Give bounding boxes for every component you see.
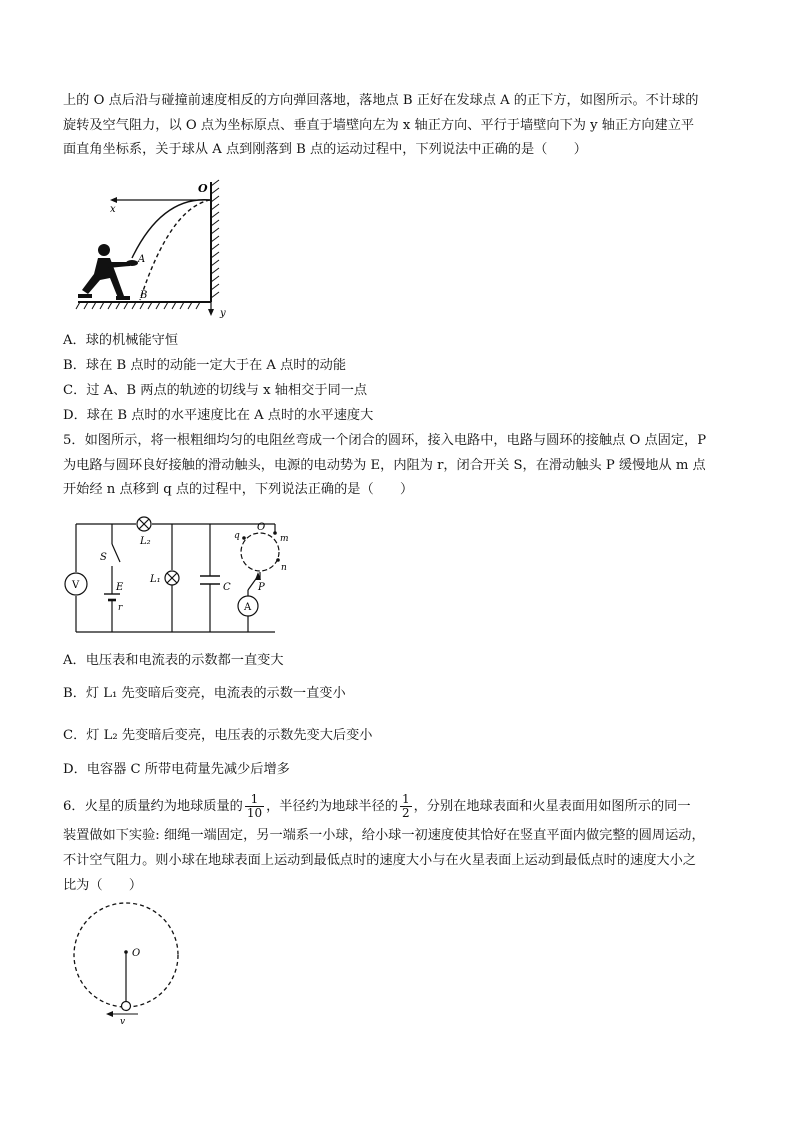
q4-fig-label-A: A bbox=[138, 254, 146, 265]
q5-fig-label-P: P bbox=[258, 582, 265, 593]
q5-fig-label-A: A bbox=[244, 602, 252, 613]
q5-fig-label-m: m bbox=[280, 534, 289, 544]
q6-circle-figure bbox=[70, 900, 190, 1030]
q5-circuit-figure bbox=[60, 510, 292, 640]
q6-fig-label-O: O bbox=[132, 948, 141, 959]
q6-fraction-radius-num: 1 bbox=[401, 792, 410, 806]
q6-line-1-part-a: 6．火星的质量约为地球质量的 bbox=[63, 799, 243, 814]
q6-fraction-mass-den: 10 bbox=[246, 806, 263, 820]
q6-line-3: 不计空气阻力。则小球在地球表面上运动到最低点时的速度大小与在火星表面上运动到最低点时的速度大小之 bbox=[63, 853, 696, 868]
q4-fig-label-y: y bbox=[220, 308, 226, 318]
q4-fig-label-x: x bbox=[110, 204, 116, 215]
q4-option-b: B．球在 B 点时的动能一定大于在 A 点时的动能 bbox=[63, 358, 347, 373]
q6-line-1-part-b: ，半径约为地球半径的 bbox=[266, 799, 398, 814]
q5-fig-label-O: O bbox=[257, 522, 266, 533]
q5-option-d: D．电容器 C 所带电荷量先减少后增多 bbox=[63, 762, 290, 777]
q6-fig-label-v: v bbox=[120, 1017, 126, 1027]
q4-figure bbox=[70, 178, 240, 318]
q5-fig-label-C: C bbox=[223, 582, 231, 593]
q5-line-3: 开始经 n 点移到 q 点的过程中，下列说法正确的是（ ） bbox=[63, 482, 414, 497]
q6-fraction-radius-den: 2 bbox=[401, 806, 410, 820]
q5-line-2: 为电路与圆环良好接触的滑动触头，电源的电动势为 E，内阻为 r，闭合开关 S，在滑动触头 P 缓慢地从 m 点 bbox=[63, 458, 706, 473]
q4-fig-label-O: O bbox=[198, 182, 208, 195]
q6-line-4: 比为（ ） bbox=[63, 878, 143, 893]
q5-line-1: 5．如图所示，将一根粗细均匀的电阻丝弯成一个闭合的圆环，接入电路中，电路与圆环的接触点 O 点固定，P bbox=[63, 433, 707, 448]
q4-fig-label-B: B bbox=[140, 290, 148, 301]
q6-fraction-radius bbox=[400, 793, 412, 820]
q6-fraction-mass-num: 1 bbox=[245, 793, 264, 807]
q5-fig-label-L2: L₂ bbox=[140, 536, 151, 547]
q6-fraction-mass bbox=[245, 793, 264, 820]
q5-fig-label-E: E bbox=[116, 582, 124, 593]
q5-fig-label-q: q bbox=[234, 531, 240, 541]
q5-fig-label-V: V bbox=[72, 580, 80, 591]
q4-option-c: C．过 A、B 两点的轨迹的切线与 x 轴相交于同一点 bbox=[63, 383, 368, 398]
q5-fig-label-n: n bbox=[281, 563, 287, 573]
q4-line-3: 面直角坐标系，关于球从 A 点到刚落到 B 点的运动过程中，下列说法中正确的是（ ） bbox=[63, 142, 587, 157]
q4-option-a: A．球的机械能守恒 bbox=[63, 333, 179, 348]
q5-option-c: C．灯 L₂ 先变暗后变亮，电压表的示数先变大后变小 bbox=[63, 728, 373, 743]
q6-line-1 bbox=[63, 790, 691, 824]
q5-option-b: B．灯 L₁ 先变暗后变亮，电流表的示数一直变小 bbox=[63, 686, 346, 701]
q5-fig-label-L1: L₁ bbox=[150, 574, 161, 585]
q4-line-1: 上的 O 点后沿与碰撞前速度相反的方向弹回落地，落地点 B 正好在发球点 A 的正下方，如图所示。不计球的 bbox=[63, 93, 699, 108]
q4-option-d: D．球在 B 点时的水平速度比在 A 点时的水平速度大 bbox=[63, 408, 374, 423]
q5-option-a: A．电压表和电流表的示数都一直变大 bbox=[63, 653, 284, 668]
q5-fig-label-S: S bbox=[100, 552, 107, 563]
q5-fig-label-r: r bbox=[118, 603, 123, 613]
q6-line-2: 装置做如下实验: 细绳一端固定，另一端系一小球，给小球一初速度使其恰好在竖直平面内做完整的圆周运动， bbox=[63, 828, 705, 843]
q4-line-2: 旋转及空气阻力，以 O 点为坐标原点、垂直于墙壁向左为 x 轴正方向、平行于墙壁向下为 y 轴正方向建立平 bbox=[63, 118, 695, 133]
q6-line-1-part-c: ，分别在地球表面和火星表面用如图所示的同一 bbox=[413, 799, 691, 814]
